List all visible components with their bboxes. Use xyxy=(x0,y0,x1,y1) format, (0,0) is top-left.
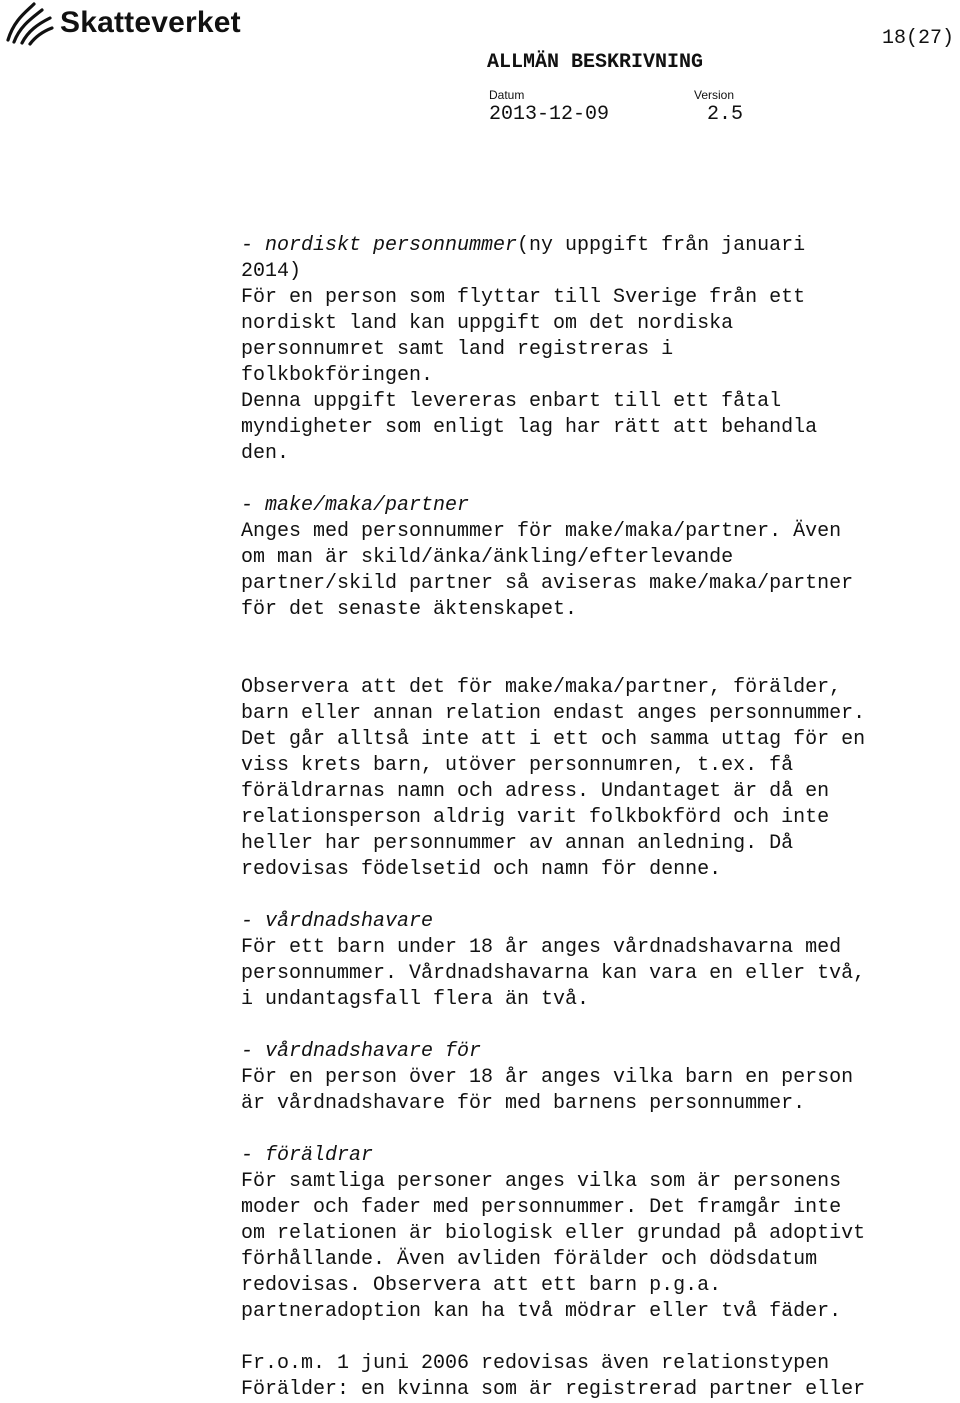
date-value: 2013-12-09 xyxy=(489,103,610,126)
paragraph: Fr.o.m. 1 juni 2006 redovisas även relationstypen Förälder: en kvinna som är registrerad partner eller xyxy=(241,1352,866,1401)
paragraph: Denna uppgift levereras enbart till ett fåtal myndigheter som enligt lag har rätt att behandla den. xyxy=(241,390,818,465)
document-type-title: ALLMÄN BESKRIVNING xyxy=(487,51,704,74)
paragraph: För en person som flyttar till Sverige från ett nordiskt land kan uppgift om det nordiska personnumret samt land registreras i folkbokföringen. xyxy=(241,286,806,387)
logo-wordmark: Skatteverket xyxy=(60,6,241,39)
date-label: Datum xyxy=(489,88,525,102)
heading-note: (ny uppgift från januari 2014) xyxy=(241,234,806,283)
version-label: Version xyxy=(694,88,735,102)
version-value: 2.5 xyxy=(707,103,744,126)
section-heading-vardnadshavare: - vårdnadshavare xyxy=(241,910,434,933)
skatteverket-logo xyxy=(4,0,241,46)
paragraph: Anges med personnummer för make/maka/partner. Även om man är skild/änka/änkling/efterlevande partner/skild partner så aviseras make/maka/partner för det senaste äktenskapet. xyxy=(241,520,854,621)
paragraph-observera: Observera att det för make/maka/partner, förälder, barn eller annan relation endast anges personnummer. Det går alltså inte att i ett och samma uttag för en viss krets barn, utöver personnumren, t.ex. få föräldrarnas namn och adress. Undantaget är då en relationsperson aldrig varit folkbokförd och inte heller har personnummer av annan anledning. Då redovisas födelsetid och namn för denne. xyxy=(241,676,866,881)
crown-emblem-icon xyxy=(4,0,54,46)
paragraph: För en person över 18 år anges vilka barn en person är vårdnadshavare för med barnens personnummer. xyxy=(241,1066,854,1115)
paragraph: För samtliga personer anges vilka som är personens moder och fader med personnummer. Det framgår inte om relationen är biologisk eller grundad på adoptivt förhållande. Även avliden förälder och dödsdatum redovisas. Observera att ett barn p.g.a. partneradoption kan ha två mödrar eller två fäder. xyxy=(241,1170,866,1323)
section-heading-foraldrar: - föräldrar xyxy=(241,1144,374,1167)
section-heading-make-maka-partner: - make/maka/partner xyxy=(241,494,470,517)
section-heading-nordiskt-personnummer xyxy=(241,233,956,285)
section-heading-vardnadshavare-for: - vårdnadshavare för xyxy=(241,1040,482,1063)
document-body xyxy=(241,233,956,1403)
heading-italic: - nordiskt personnummer xyxy=(241,234,518,257)
paragraph: För ett barn under 18 år anges vårdnadshavarna med personnummer. Vårdnadshavarna kan vara en eller två, i undantagsfall flera än två. xyxy=(241,936,866,1011)
page-number: 18(27) xyxy=(881,27,954,50)
